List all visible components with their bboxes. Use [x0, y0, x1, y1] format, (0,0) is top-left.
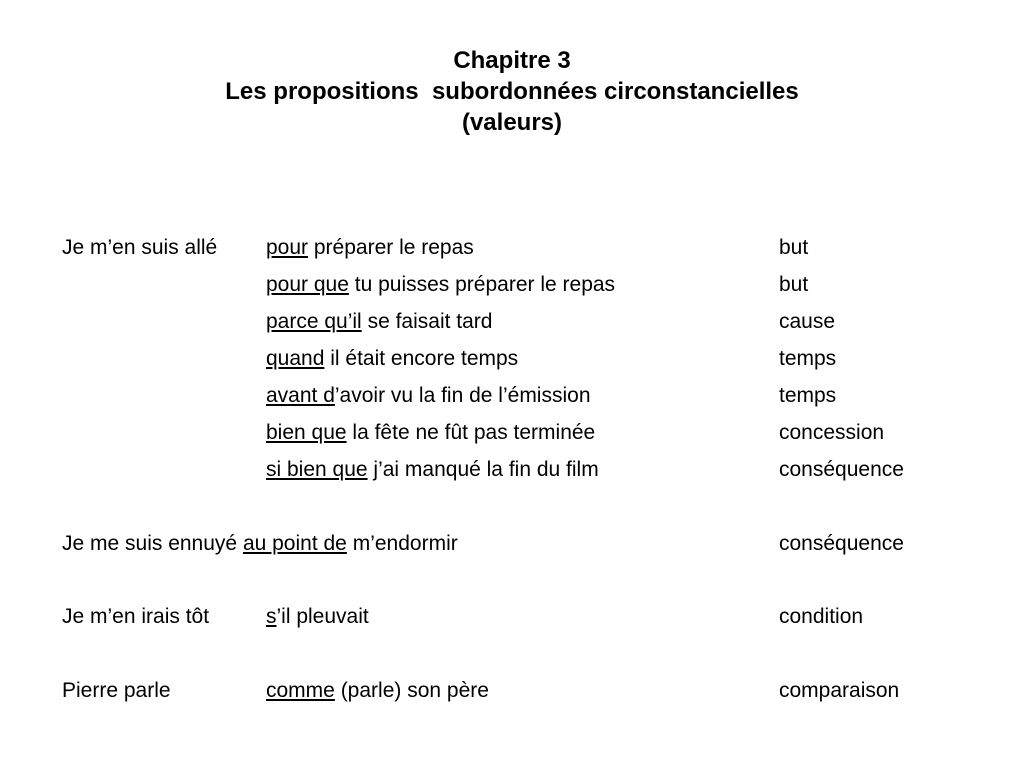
value-label: but — [779, 236, 809, 259]
value-label: temps — [779, 384, 837, 407]
subordinate-clause — [266, 236, 474, 260]
subordinate-clause — [266, 347, 518, 371]
value-label: conséquence — [779, 532, 904, 555]
conjunction: comme — [266, 679, 335, 702]
clause-text: il était encore temps — [324, 347, 519, 370]
chapter-label: Chapitre 3 — [453, 47, 571, 74]
clause-text: j’ai manqué la fin du film — [367, 458, 599, 481]
clause-text: préparer le repas — [308, 236, 474, 259]
conjunction: pour que — [266, 273, 349, 296]
conjunction: bien que — [266, 421, 347, 444]
subordinate-clause — [266, 273, 615, 297]
clause-text: m’endormir — [346, 532, 458, 555]
main-clause: Je m’en irais tôt — [62, 605, 210, 628]
clause-text: (parle) son père — [334, 679, 489, 702]
value-label: concession — [779, 421, 885, 444]
value-label: condition — [779, 605, 864, 628]
value-label: conséquence — [779, 458, 904, 481]
main-clause: Je m’en suis allé — [62, 236, 218, 259]
subordinate-clause — [266, 310, 492, 334]
clause-text: se faisait tard — [361, 310, 493, 333]
clause-text: ’avoir vu la fin de l’émission — [334, 384, 591, 407]
clause-text: ’il pleuvait — [276, 605, 369, 628]
clause-text: tu puisses préparer le repas — [348, 273, 616, 296]
subordinate-clause — [266, 421, 595, 445]
conjunction: si bien que — [266, 458, 368, 481]
value-label: temps — [779, 347, 837, 370]
conjunction: parce qu’il — [266, 310, 362, 333]
chapter-subtitle: (valeurs) — [461, 109, 563, 136]
value-label: cause — [779, 310, 836, 333]
subordinate-clause — [266, 384, 591, 408]
example-sentence — [62, 532, 458, 556]
main-clause: Pierre parle — [62, 679, 171, 702]
conjunction: s — [266, 605, 277, 628]
conjunction: avant d — [266, 384, 335, 407]
subordinate-clause — [266, 679, 489, 703]
conjunction: quand — [266, 347, 325, 370]
conjunction: pour — [266, 236, 309, 259]
clause-text: la fête ne fût pas terminée — [346, 421, 596, 444]
subordinate-clause — [266, 605, 369, 629]
value-label: but — [779, 273, 809, 296]
main-clause: Je me suis ennuyé — [62, 532, 243, 555]
chapter-title: Les propositions subordonnées circonstancielles — [225, 78, 799, 105]
conjunction: au point de — [242, 532, 347, 555]
subordinate-clause — [266, 458, 599, 482]
value-label: comparaison — [779, 679, 900, 702]
